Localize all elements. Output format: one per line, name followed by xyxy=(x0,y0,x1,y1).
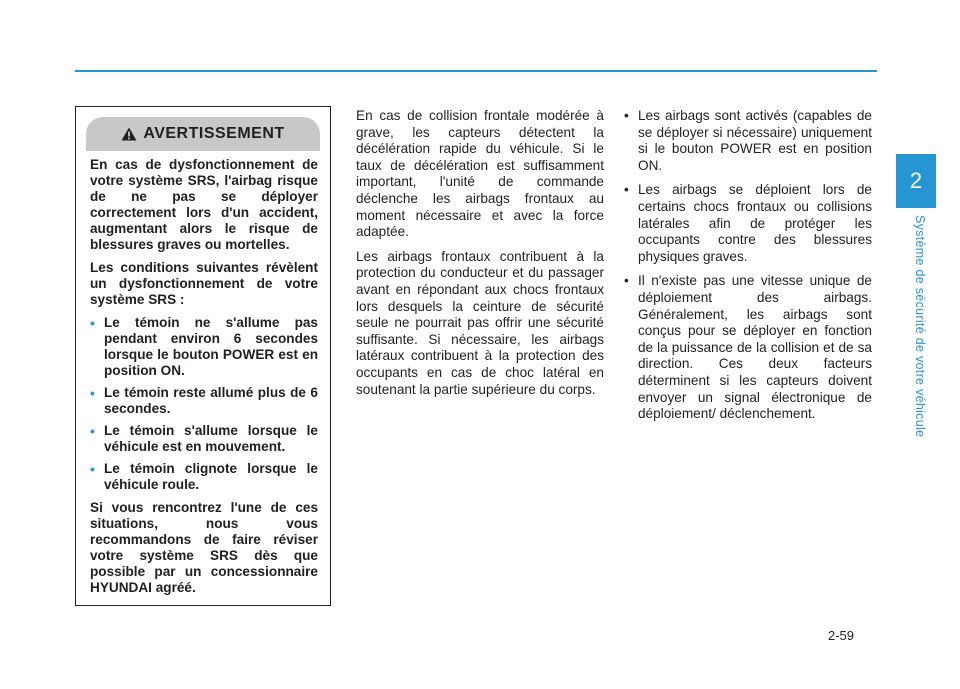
list-item: • Le témoin s'allume lorsque le véhicule est en mouvement. xyxy=(90,423,318,454)
chapter-number: 2 xyxy=(909,168,923,193)
bullet-dot-icon: • xyxy=(90,423,95,439)
chapter-tab xyxy=(896,154,936,208)
warning-advice: Si vous rencontrez l'une de ces situations, nous vous recommandons de faire réviser votre système SRS dès que possible par un concessionnaire HYUNDAI agréé. xyxy=(90,500,318,595)
top-rule xyxy=(75,70,877,72)
paragraph: En cas de collision frontale modérée à grave, les capteurs détectent la décélération rapide du véhicule. Si le taux de décélération est suffisamment important, l'unité de commande déclenche les airbags frontaux au moment nécessaire et avec la force adaptée. xyxy=(356,108,604,240)
warning-box xyxy=(75,106,331,606)
list-item: • Le témoin reste allumé plus de 6 secondes. xyxy=(90,385,318,416)
list-item: • Les airbags se déploient lors de certains chocs frontaux ou collisions latérales afin de protéger les occupants contre des blessures physiques graves. xyxy=(624,182,872,264)
bullet-dot-icon: • xyxy=(624,182,629,198)
warning-triangle-icon xyxy=(121,127,137,141)
warning-bullet-list xyxy=(90,315,318,493)
bullet-dot-icon: • xyxy=(90,385,95,401)
warning-header xyxy=(86,117,320,151)
bullet-dot-icon: • xyxy=(90,315,95,331)
list-item: • Le témoin ne s'allume pas pendant environ 6 secondes lorsque le bouton POWER est en position ON. xyxy=(90,315,318,378)
right-bullet-list xyxy=(624,108,872,423)
middle-column xyxy=(356,108,604,406)
bullet-dot-icon: • xyxy=(624,108,629,123)
warning-body xyxy=(90,157,318,603)
bullet-dot-icon: • xyxy=(90,461,95,477)
warning-intro: En cas de dysfonctionnement de votre système SRS, l'airbag risque de ne pas se déployer correctement lors d'un accident, augmentant alors le risque de blessures graves ou mortelles. xyxy=(90,157,318,252)
list-item: • Il n'existe pas une vitesse unique de déploiement des airbags. Généralement, les airbags sont conçus pour se déployer en fonction de la puissance de la collision et de sa direction. Ces deux facteurs déterminent si les capteurs doivent envoyer un signal électronique de déploiement/ déclenchement. xyxy=(624,273,872,422)
list-item: • Le témoin clignote lorsque le véhicule roule. xyxy=(90,461,318,492)
page-number: 2-59 xyxy=(828,628,855,643)
bullet-dot-icon: • xyxy=(624,273,629,289)
right-column xyxy=(624,108,872,431)
chapter-title: Système de sécurité de votre véhicule xyxy=(913,215,927,438)
warning-title: AVERTISSEMENT xyxy=(143,125,285,142)
warning-conditions-heading: Les conditions suivantes révèlent un dysfonctionnement de votre système SRS : xyxy=(90,260,318,307)
paragraph: Les airbags frontaux contribuent à la protection du conducteur et du passager avant en répondant aux chocs frontaux lors desquels la ceinture de sécurité seule ne pourrait pas offrir une sécurité suffisante. Si nécessaire, les airbags latéraux contribuent à la protection des occupants en cas de choc latéral en soutenant la partie supérieure du corps. xyxy=(356,248,604,397)
list-item: • Les airbags sont activés (capables de se déployer si nécessaire) uniquement si le bouton POWER est en position ON. xyxy=(624,108,872,173)
